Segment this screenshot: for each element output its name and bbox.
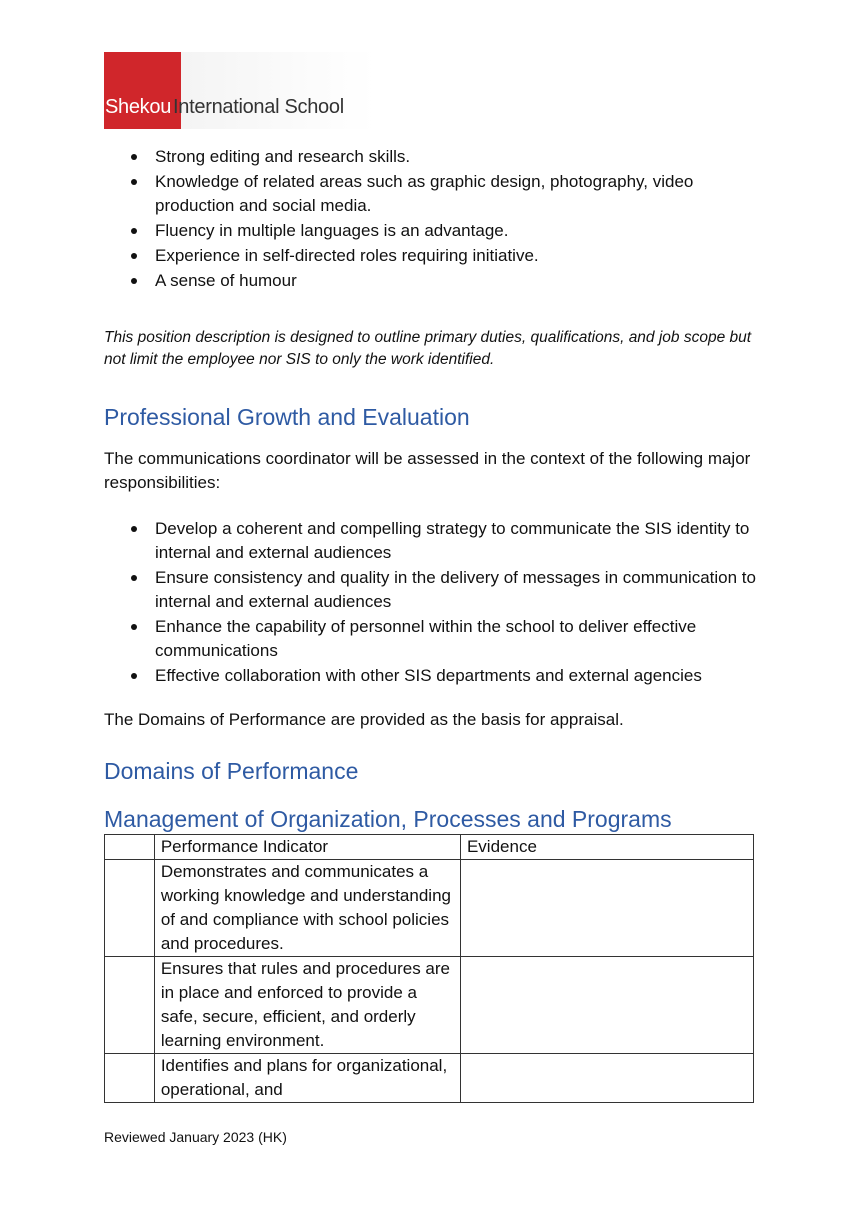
- document-body: [104, 145, 756, 1103]
- logo-word-international-school: International School: [173, 96, 344, 118]
- list-item: [104, 145, 756, 169]
- list-item-text: Strong editing and research skills.: [155, 147, 411, 166]
- table-cell: [460, 1054, 753, 1103]
- table-row: [105, 860, 754, 957]
- list-item-text: Knowledge of related areas such as graphic design, photography, video production and social media.: [155, 172, 694, 215]
- list-item: [104, 170, 756, 218]
- responsibilities-list: [104, 517, 756, 688]
- bullet-icon: [131, 575, 137, 581]
- list-item-text: Effective collaboration with other SIS departments and external agencies: [155, 666, 702, 685]
- disclaimer-note: This position description is designed to outline primary duties, qualifications, and job scope but not limit the employee nor SIS to only the work identified.: [104, 329, 752, 368]
- list-item-text: Ensure consistency and quality in the delivery of messages in communication to internal and external audiences: [155, 568, 756, 611]
- logo-word-shekou: Shekou: [105, 96, 172, 118]
- list-item-text: Enhance the capability of personnel within the school to deliver effective communications: [155, 617, 697, 660]
- table-header-cell: Performance Indicator: [154, 835, 460, 860]
- table-row: [105, 957, 754, 1054]
- page-footer: Reviewed January 2023 (HK): [104, 1129, 287, 1145]
- list-item-text: Experience in self-directed roles requiring initiative.: [155, 246, 539, 265]
- list-item: [104, 517, 756, 565]
- bullet-icon: [131, 179, 137, 185]
- bullet-icon: [131, 624, 137, 630]
- growth-heading: Professional Growth and Evaluation: [104, 404, 470, 430]
- table-cell: Demonstrates and communicates a working knowledge and understanding of and compliance with school policies and procedures.: [154, 860, 460, 957]
- table-cell: Ensures that rules and procedures are in place and enforced to provide a safe, secure, efficient, and orderly learning environment.: [154, 957, 460, 1054]
- appraisal-note: The Domains of Performance are provided as the basis for appraisal.: [104, 710, 624, 729]
- list-item: [104, 664, 756, 688]
- bullet-icon: [131, 228, 137, 234]
- table-header-row: [105, 835, 754, 860]
- list-item-text: Develop a coherent and compelling strategy to communicate the SIS identity to internal and external audiences: [155, 519, 750, 562]
- bullet-icon: [131, 154, 137, 160]
- list-item: [104, 566, 756, 614]
- list-item-text: A sense of humour: [155, 271, 297, 290]
- management-heading: Management of Organization, Processes and Programs: [104, 806, 672, 832]
- logo-text: [104, 93, 344, 121]
- table-cell: Identifies and plans for organizational, operational, and: [154, 1054, 460, 1103]
- table-cell: [460, 860, 753, 957]
- table-row: [105, 1054, 754, 1103]
- bullet-icon: [131, 673, 137, 679]
- bullet-icon: [131, 526, 137, 532]
- performance-table: [104, 834, 754, 1103]
- skills-list: [104, 145, 756, 293]
- domains-heading: Domains of Performance: [104, 758, 359, 784]
- bullet-icon: [131, 253, 137, 259]
- school-logo: [104, 52, 376, 129]
- table-cell: [105, 860, 155, 957]
- bullet-icon: [131, 278, 137, 284]
- list-item-text: Fluency in multiple languages is an advantage.: [155, 221, 509, 240]
- list-item: [104, 269, 756, 293]
- list-item: [104, 219, 756, 243]
- list-item: [104, 244, 756, 268]
- list-item: [104, 615, 756, 663]
- table-cell: [460, 957, 753, 1054]
- table-cell: [105, 1054, 155, 1103]
- table-header-cell: Evidence: [460, 835, 753, 860]
- table-cell: [105, 957, 155, 1054]
- growth-intro: The communications coordinator will be assessed in the context of the following major responsibilities:: [104, 449, 751, 492]
- table-header-cell: [105, 835, 155, 860]
